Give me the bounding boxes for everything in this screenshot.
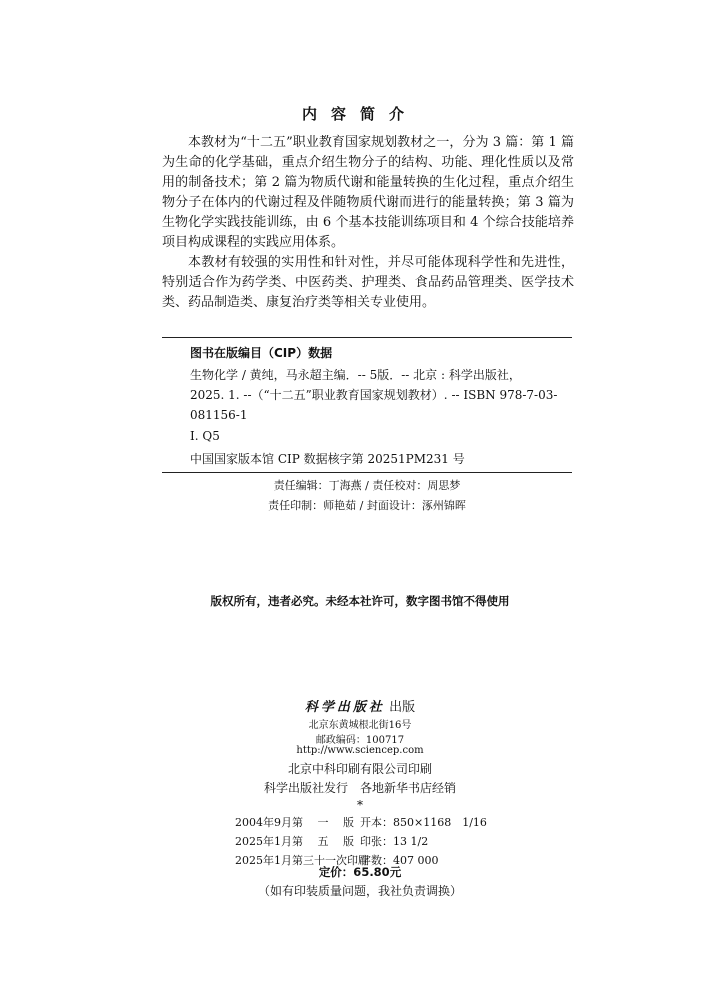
imprint-info: 印张：13 1/2 [360, 835, 429, 848]
imprint-table [235, 813, 495, 870]
imprint-row [235, 813, 495, 832]
copyright-notice: 版权所有，违者必究。未经本社许可，数字图书馆不得使用 [210, 594, 510, 608]
imprint-info: 开本：850×1168 1/16 [360, 816, 487, 829]
publisher-website: http://www.sciencep.com [296, 745, 424, 756]
cip-record-number: 中国国家版本馆 CIP 数据核字第 20251PM231 号 [190, 452, 465, 466]
cip-bottom-rule [162, 472, 572, 473]
publisher-line [0, 696, 720, 715]
intro-title: 内容简介 [301, 105, 418, 123]
cip-classification: Ⅰ. Q5 [190, 429, 220, 443]
editors-line-1: 责任编辑：丁海燕 / 责任校对：周思梦 [273, 479, 461, 492]
publisher-suffix: 出版 [389, 700, 416, 715]
cip-line-3: 081156-1 [190, 408, 248, 422]
editors-line-2: 责任印制：师艳茹 / 封面设计：涿州锦晖 [268, 499, 466, 512]
publisher-postcode: 邮政编码：100717 [315, 735, 405, 746]
cip-line-1: 生物化学 / 黄纯，马永超主编．-- 5版．-- 北京 : 科学出版社， [190, 368, 521, 382]
publisher-address: 北京东黄城根北街16号 [308, 720, 412, 731]
imprint-row [235, 832, 495, 851]
imprint-edition: 2025年1月第三十一次印刷 [235, 854, 369, 867]
intro-paragraph-1: 本教材为“十二五”职业教育国家规划教材之一，分为 3 篇：第 1 篇为生命的化学基础，重点介绍生物分子的结构、功能、理化性质以及常用的制备技术；第 2 篇为物质代谢和能量转换的生化过程，重点介绍生物分子在体内的代谢过程及伴随物质代谢而进行的能量转换；第 3 篇为生物化学实践技能训练，由 6 个基本技能训练项目和 4 个综合技能培养项目构成课程的实践应用体系。 [162, 135, 574, 250]
distribution-line: 科学出版社发行 各地新华书店经销 [263, 781, 456, 795]
separator-asterisk: * [357, 798, 363, 812]
imprint-edition: 2004年9月第 一 版 [235, 816, 354, 829]
publisher-logo-name: 科学出版社 [304, 700, 385, 715]
quality-notice: （如有印装质量问题，我社负责调换） [257, 884, 462, 898]
intro-paragraph-2: 本教材有较强的实用性和针对性，并尽可能体现科学性和先进性，特别适合作为药学类、中医药类、护理类、食品药品管理类、医学技术类、药品制造类、康复治疗类等相关专业使用。 [162, 255, 574, 310]
intro-body [162, 133, 574, 313]
cip-heading: 图书在版编目（CIP）数据 [190, 346, 333, 360]
imprint-edition: 2025年1月第 五 版 [235, 835, 354, 848]
printer-line: 北京中科印刷有限公司印刷 [287, 762, 432, 776]
cip-top-rule [162, 337, 572, 338]
cip-line-2: 2025. 1. --（“十二五”职业教育国家规划教材）. -- ISBN 978-7-03- [190, 388, 558, 402]
imprint-info: 字数：407 000 [360, 854, 439, 867]
price: 定价：65.80元 [318, 865, 402, 879]
